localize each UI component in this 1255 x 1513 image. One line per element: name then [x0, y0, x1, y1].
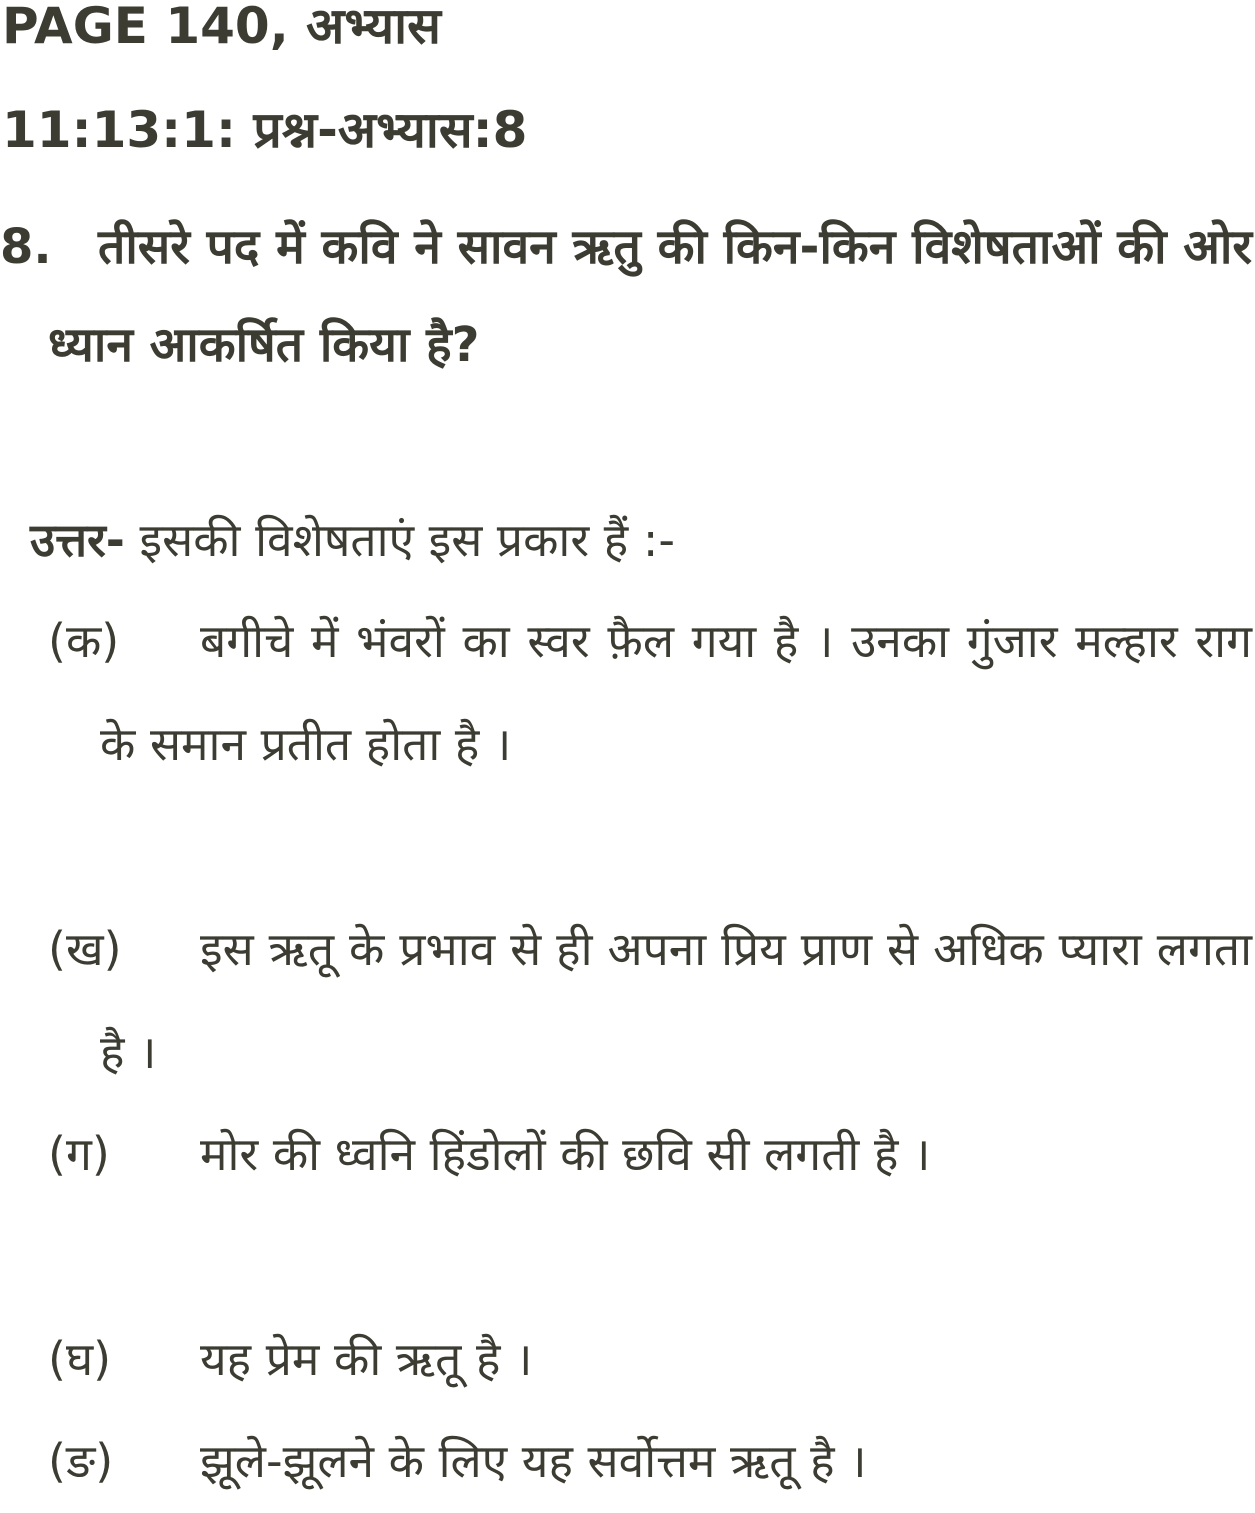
- question-text: तीसरे पद में कवि ने सावन ऋतु की किन-किन विशेषताओं की ओर ध्यान आकर्षित किया है?: [48, 219, 1252, 373]
- answer-point-ga: [48, 1103, 1252, 1206]
- answer-intro-line: [30, 510, 675, 570]
- question-reference: 11:13:1: प्रश्न-अभ्यास:8: [2, 101, 528, 159]
- point-marker: (घ): [48, 1332, 112, 1386]
- question-number: 8.: [0, 219, 52, 275]
- point-marker: (क): [48, 614, 120, 668]
- point-text: इस ऋतू के प्रभाव से ही अपना प्रिय प्राण से अधिक प्यारा लगता है ।: [100, 922, 1252, 1079]
- point-text: मोर की ध्वनि हिंडोलों की छवि सी लगती है ।: [200, 1127, 931, 1181]
- point-marker: (ङ): [48, 1434, 114, 1488]
- point-text: बगीचे में भंवरों का स्वर फ़ैल गया है । उनका गुंजार मल्हार राग के समान प्रतीत होता है ।: [100, 614, 1252, 771]
- answer-point-ka: [48, 590, 1252, 796]
- answer-label: उत्तर-: [30, 513, 125, 567]
- answer-point-nga: [48, 1410, 1252, 1513]
- point-text: झूले-झूलने के लिए यह सर्वोत्तम ऋतू है ।: [200, 1434, 867, 1488]
- answer-intro: इसकी विशेषताएं इस प्रकार हैं :-: [139, 513, 675, 567]
- point-text: यह प्रेम की ऋतू है ।: [200, 1332, 533, 1386]
- point-marker: (ख): [48, 922, 122, 976]
- answer-point-gha: [48, 1308, 1252, 1411]
- page-heading: PAGE 140, अभ्यास: [2, 0, 441, 55]
- question-block: [0, 198, 1252, 394]
- answer-point-kha: [48, 898, 1252, 1104]
- point-marker: (ग): [48, 1127, 110, 1181]
